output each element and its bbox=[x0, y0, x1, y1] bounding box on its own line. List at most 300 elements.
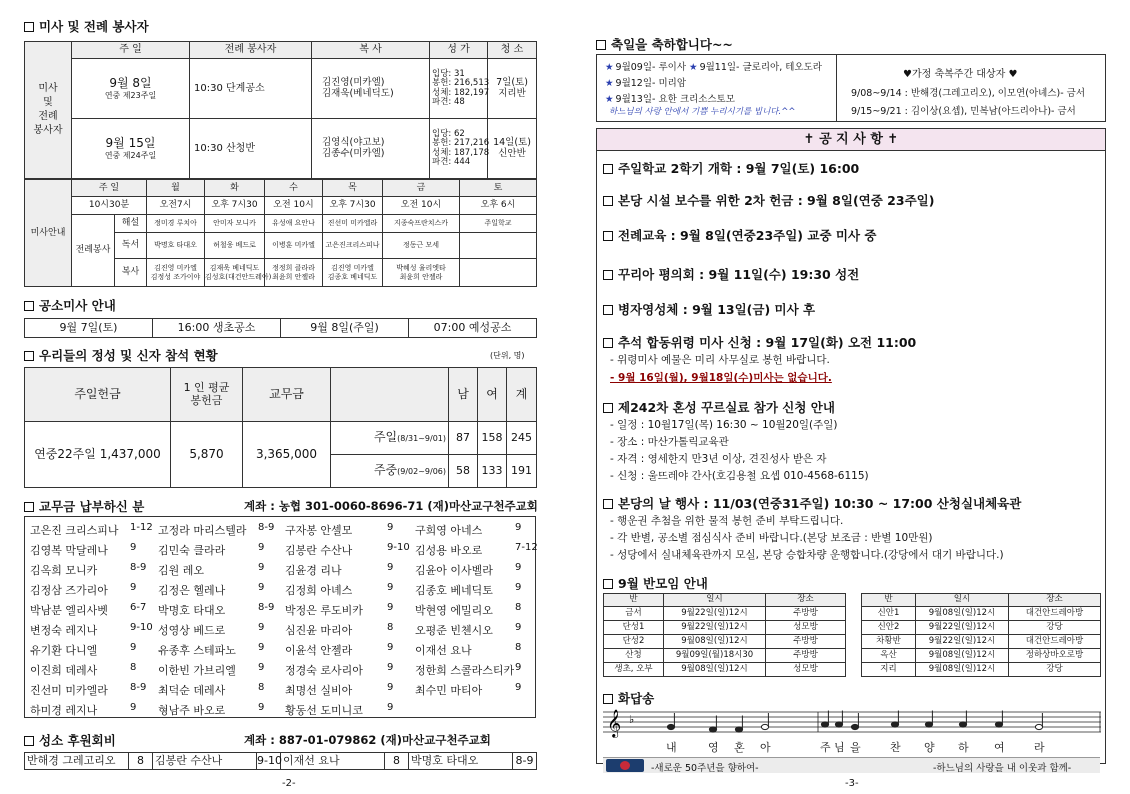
meeting-header: 반 bbox=[604, 594, 664, 607]
support-month: 9-10 bbox=[257, 753, 281, 770]
offering-week: 연중22주일 bbox=[34, 446, 96, 461]
family-item: 9/08~9/14 : 반해경(그레고리오), 이모연(아녜스)- 금서 bbox=[851, 88, 1086, 99]
mass-row-label: 미사 및 전례 봉사자 bbox=[25, 42, 72, 179]
notice-sub: - 자격 : 영세한지 만3년 이상, 견진성사 받은 자 bbox=[610, 453, 827, 465]
notice-sub: - 위령미사 예물은 미리 사무실로 봉헌 바랍니다. bbox=[610, 354, 830, 366]
donor-name: 김윤아 이사벨라 bbox=[415, 564, 493, 577]
hymn-number: 성체: 187,178 bbox=[432, 147, 490, 158]
meeting-time: 9월22일(일)12시 bbox=[916, 621, 1009, 635]
weekday: 화 bbox=[205, 180, 265, 197]
meeting-place: 주방방 bbox=[766, 635, 846, 649]
donor-name: 박현영 에밀리오 bbox=[415, 604, 493, 617]
role-cell-line: 김정성 조가이야 bbox=[150, 272, 201, 281]
meeting-table-left bbox=[603, 593, 846, 677]
support-name: 반해경 그레고리오 bbox=[25, 753, 129, 770]
meeting-place: 강당 bbox=[1009, 663, 1101, 677]
hymn-number: 입당: 31 bbox=[432, 68, 465, 79]
donor-month: 9 bbox=[258, 622, 265, 633]
meeting-place: 대건안드레아방 bbox=[1009, 635, 1101, 649]
donor-name: 김옥희 모니카 bbox=[30, 564, 98, 577]
donor-name: 정한희 스콜라스티카 bbox=[415, 664, 515, 677]
donor-month: 8 bbox=[258, 682, 265, 693]
altar-server: 김영식(야고보) bbox=[322, 136, 385, 148]
meeting-group: 차황반 bbox=[862, 635, 916, 649]
tithe-account: 계좌 : 농협 301-0060-8696-71 (재)마산교구천주교회 bbox=[244, 499, 538, 513]
role-cell: 고은진크리스피나 bbox=[323, 233, 383, 259]
donor-month: 9 bbox=[387, 682, 394, 693]
lyric-syllable: 양 bbox=[924, 741, 935, 754]
donor-month: 9 bbox=[130, 582, 137, 593]
donor-month: 8 bbox=[130, 662, 137, 673]
donor-name: 심진윤 마리아 bbox=[285, 624, 353, 637]
meeting-group: 단성2 bbox=[604, 635, 664, 649]
offering-header-avg: 1 인 평균 봉헌금 bbox=[171, 368, 243, 422]
donor-name: 김원 레오 bbox=[158, 564, 205, 577]
hymn-number: 파견: 48 bbox=[432, 96, 465, 107]
support-table bbox=[24, 752, 537, 770]
role-cell: 이병훈 미카엘 bbox=[265, 233, 323, 259]
page-number-left: -2- bbox=[282, 778, 296, 789]
donor-month: 9-10 bbox=[387, 542, 410, 553]
offering-header: 여 bbox=[478, 368, 507, 422]
donor-name: 김성용 바오로 bbox=[415, 544, 483, 557]
offering-tithe: 3,365,000 bbox=[243, 422, 331, 488]
meeting-place: 정하상바오로방 bbox=[1009, 649, 1101, 663]
donor-month: 9 bbox=[258, 702, 265, 713]
meeting-group: 지리 bbox=[862, 663, 916, 677]
weekday: 금 bbox=[383, 180, 460, 197]
gongso-place: 16:00 생초공소 bbox=[153, 319, 281, 338]
meeting-place: 성모방 bbox=[766, 621, 846, 635]
meeting-time: 9월08일(일)12시 bbox=[916, 649, 1009, 663]
mass-header-day: 주 일 bbox=[72, 42, 190, 59]
mass-header-service: 전례 봉사자 bbox=[190, 42, 312, 59]
meeting-group: 옥산 bbox=[862, 649, 916, 663]
offering-amount: 1,437,000 bbox=[99, 446, 161, 461]
donor-month: 9 bbox=[515, 522, 522, 533]
donor-name: 이재선 요나 bbox=[415, 644, 472, 657]
notice-title: ✝ 공 지 사 항 ✝ bbox=[596, 128, 1106, 151]
lyric-syllable: 아 bbox=[760, 741, 771, 754]
lyric-syllable: 내 bbox=[666, 741, 677, 754]
hymn-lyrics bbox=[603, 739, 1103, 753]
donor-name: 진선미 미카엘라 bbox=[30, 684, 108, 697]
notice-item: 본당의 날 행사 : 11/03(연중31주일) 10:30 ~ 17:00 산청실내체육관 bbox=[603, 494, 1021, 512]
hymn-number: 입당: 62 bbox=[432, 128, 465, 139]
lyric-syllable: 라 bbox=[1034, 741, 1045, 754]
clean-group: 지리반 bbox=[498, 87, 526, 99]
donor-month: 1-12 bbox=[130, 522, 153, 533]
treble-clef-icon: 𝄞 bbox=[607, 709, 622, 737]
meeting-place: 대건안드레아방 bbox=[1009, 607, 1101, 621]
bday-section-title: 축일을 축하합니다~~ bbox=[596, 35, 733, 53]
bday-item: 9월11일- 글로리아, 테오도라 bbox=[699, 62, 822, 73]
donor-month: 9 bbox=[515, 582, 522, 593]
donor-name: 이진희 데레사 bbox=[30, 664, 98, 677]
meeting-time: 9월09일(월)18시30 bbox=[664, 649, 766, 663]
support-section-title: 성소 후원회비 bbox=[24, 731, 116, 749]
mass-day-sub: 연중 제23주일 bbox=[104, 90, 157, 100]
role-label: 해설 bbox=[115, 215, 147, 233]
support-name: 박명호 타대오 bbox=[409, 753, 513, 770]
altar-server: 김진영(미카엘) bbox=[322, 76, 385, 88]
music-note bbox=[995, 722, 1002, 727]
role-cell bbox=[460, 233, 537, 259]
meeting-group: 신안1 bbox=[862, 607, 916, 621]
donor-month: 9 bbox=[515, 562, 522, 573]
bday-list bbox=[597, 55, 837, 121]
meeting-time: 9월08일(일)12시 bbox=[664, 635, 766, 649]
meeting-time: 9월08일(일)12시 bbox=[664, 663, 766, 677]
donor-list bbox=[24, 516, 536, 718]
donor-name: 박정은 루도비카 bbox=[285, 604, 363, 617]
meeting-header: 반 bbox=[862, 594, 916, 607]
music-note bbox=[821, 722, 828, 727]
donor-month: 9 bbox=[258, 542, 265, 553]
offering-section-title: 우리들의 정성 및 신자 참석 현황 bbox=[24, 346, 218, 364]
bday-box bbox=[596, 54, 1106, 122]
meeting-header: 장소 bbox=[1009, 594, 1101, 607]
offering-header: 남 bbox=[449, 368, 478, 422]
mass-row bbox=[25, 59, 537, 119]
meeting-time: 9월22일(일)12시 bbox=[664, 621, 766, 635]
notice-sub: - 행운권 추첨을 위한 물적 봉헌 준비 부탁드립니다. bbox=[610, 515, 844, 527]
support-month: 8-9 bbox=[513, 753, 537, 770]
mass-time: 오후 7시30 bbox=[323, 197, 383, 215]
donor-month: 9 bbox=[258, 582, 265, 593]
mass-row bbox=[25, 119, 537, 179]
lyric-syllable: 을 bbox=[850, 741, 861, 754]
notice-item: 추석 합동위령 미사 신청 : 9월 17일(화) 오전 11:00 bbox=[603, 333, 916, 351]
donor-name: 구자봉 안셀모 bbox=[285, 524, 353, 537]
mass-header-altar: 복 사 bbox=[312, 42, 430, 59]
mass-day: 9월 8일 bbox=[109, 76, 152, 90]
mass-header-hymn: 성 가 bbox=[430, 42, 488, 59]
donor-month: 9 bbox=[515, 662, 522, 673]
weekday: 목 bbox=[323, 180, 383, 197]
donor-month: 8-9 bbox=[130, 682, 147, 693]
notice-item: 꾸리아 평의회 : 9월 11일(수) 19:30 성전 bbox=[603, 265, 859, 283]
bday-item: 9월13일- 요한 크리소스토모 bbox=[615, 94, 735, 105]
gongso-section-title: 공소미사 안내 bbox=[24, 296, 116, 314]
role-cell-line: 최윤희 안젤라 bbox=[399, 272, 443, 281]
role-label: 독서 bbox=[115, 233, 147, 259]
donor-name: 이한빈 가브리엘 bbox=[158, 664, 236, 677]
donor-month: 9 bbox=[258, 642, 265, 653]
donor-name: 구희영 아네스 bbox=[415, 524, 483, 537]
music-note bbox=[761, 724, 768, 729]
role-cell-line: 김진영 미카엘 bbox=[154, 264, 197, 273]
offering-header: 계 bbox=[507, 368, 537, 422]
role-cell: 박명호 타대오 bbox=[147, 233, 205, 259]
footer-left-text: -새로운 50주년을 향하여- bbox=[651, 763, 759, 774]
attend-female: 158 bbox=[478, 422, 507, 455]
music-note bbox=[709, 727, 716, 732]
meeting-group: 단성1 bbox=[604, 621, 664, 635]
attend-label: 주중(9/02~9/06) bbox=[331, 455, 449, 488]
music-note bbox=[735, 727, 742, 732]
footer-right-text: -하느님의 사랑을 내 이웃과 함께- bbox=[933, 763, 1072, 774]
mass-time: 오전 10시 bbox=[265, 197, 323, 215]
bday-item: 9월09일- 루이사 bbox=[615, 62, 686, 73]
donor-row bbox=[25, 698, 535, 720]
lyric-syllable: 여 bbox=[994, 741, 1005, 754]
donor-month: 9 bbox=[387, 702, 394, 713]
role-cell-line: 최윤희 안젤라 bbox=[272, 272, 315, 281]
donor-month: 9 bbox=[130, 542, 137, 553]
meeting-time: 9월08일(일)12시 bbox=[916, 607, 1009, 621]
donor-name: 변정숙 레지나 bbox=[30, 624, 98, 637]
role-cell-line: 정정희 클라라 bbox=[272, 264, 315, 273]
notice-item: 본당 시설 보수를 위한 2차 헌금 : 9월 8일(연중 23주일) bbox=[603, 191, 934, 209]
weekday: 토 bbox=[460, 180, 537, 197]
music-note bbox=[959, 722, 966, 727]
meeting-group: 산청 bbox=[604, 649, 664, 663]
donor-month: 9 bbox=[387, 602, 394, 613]
meeting-place: 성모방 bbox=[766, 663, 846, 677]
gongso-date: 9월 8일(주일) bbox=[281, 319, 409, 338]
donor-month: 8 bbox=[515, 642, 522, 653]
star-icon: ★ bbox=[605, 94, 614, 105]
mass-table bbox=[24, 41, 537, 179]
donor-name: 유기환 다니엘 bbox=[30, 644, 98, 657]
role-cell-line: 박혜성 율리엣타 bbox=[396, 264, 446, 273]
attend-total: 191 bbox=[507, 455, 537, 488]
meeting-header: 일시 bbox=[916, 594, 1009, 607]
hymn-number: 성체: 182,197 bbox=[432, 87, 490, 98]
mass-time: 오후 6시 bbox=[460, 197, 537, 215]
music-note bbox=[835, 722, 842, 727]
donor-month: 8 bbox=[387, 622, 394, 633]
donor-name: 고은진 크리스피나 bbox=[30, 524, 119, 537]
footer-bar bbox=[603, 757, 1100, 773]
mass-time: 오전 10시 bbox=[383, 197, 460, 215]
flat-icon: ♭ bbox=[629, 713, 635, 726]
notice-item: 제242차 혼성 꾸르실료 참가 신청 안내 bbox=[603, 398, 835, 416]
attend-male: 58 bbox=[449, 455, 478, 488]
hymn-number: 봉헌: 216,513 bbox=[432, 78, 490, 89]
offering-header: 주일헌금 bbox=[25, 368, 171, 422]
gongso-place: 07:00 예성공소 bbox=[409, 319, 537, 338]
role-cell bbox=[265, 259, 323, 287]
support-name: 김봉란 수산나 bbox=[153, 753, 257, 770]
donor-name: 최수민 마티아 bbox=[415, 684, 483, 697]
donor-name: 박남분 엘리사벳 bbox=[30, 604, 108, 617]
bday-message: 하느님의 사랑 안에서 기쁨 누리시기를 빕니다.^^ bbox=[609, 107, 796, 117]
offering-unit: (단위, 명) bbox=[490, 351, 525, 360]
donor-month: 9 bbox=[130, 642, 137, 653]
meeting-time: 9월22일(일)12시 bbox=[916, 635, 1009, 649]
hymn-section-title: 화답송 bbox=[603, 689, 654, 707]
donor-name: 정경숙 로사리아 bbox=[285, 664, 363, 677]
donor-name: 이윤석 안젤라 bbox=[285, 644, 353, 657]
donor-month: 6-7 bbox=[130, 602, 147, 613]
donor-month: 9 bbox=[387, 662, 394, 673]
offering-table bbox=[24, 367, 537, 488]
lyric-syllable: 영 bbox=[708, 741, 719, 754]
role-cell-line: 김진영 미카엘 bbox=[331, 264, 374, 273]
clean-date: 14일(토) bbox=[493, 136, 531, 148]
meeting-section-title: 9월 반모임 안내 bbox=[603, 574, 708, 592]
star-icon: ★ bbox=[605, 62, 614, 73]
donor-month: 9 bbox=[258, 562, 265, 573]
hymn-number: 봉헌: 217,216 bbox=[432, 138, 490, 149]
donor-name: 김영복 막달레나 bbox=[30, 544, 108, 557]
week-table bbox=[24, 179, 537, 287]
music-note bbox=[925, 722, 932, 727]
notice-sub: - 성당에서 실내체육관까지 모실, 본당 승합차량 운행합니다.(강당에서 대기 바랍니다.) bbox=[610, 549, 1004, 561]
lyric-syllable: 찬 bbox=[890, 741, 901, 754]
role-cell-line: 김성호(대건안드레아) bbox=[205, 272, 272, 281]
donor-name: 박명호 타대오 bbox=[158, 604, 226, 617]
mass-time: 오후 7시30 bbox=[205, 197, 265, 215]
support-name: 이재선 요나 bbox=[281, 753, 385, 770]
clean-date: 7일(토) bbox=[496, 76, 528, 88]
week-row-label: 미사안내 bbox=[25, 180, 72, 287]
mass-time: 10시30분 bbox=[72, 197, 147, 215]
donor-month: 8-9 bbox=[258, 602, 275, 613]
meeting-place: 강당 bbox=[1009, 621, 1101, 635]
offering-header-blank bbox=[331, 368, 449, 422]
meeting-time: 9월08일(일)12시 bbox=[916, 663, 1009, 677]
star-icon: ★ bbox=[689, 62, 698, 73]
donor-name: 최덕순 데레사 bbox=[158, 684, 226, 697]
role-cell: 유성애 요안나 bbox=[265, 215, 323, 233]
donor-name: 오평준 빈첸시오 bbox=[415, 624, 493, 637]
family-title: ♥가정 축복주간 대상자 ♥ bbox=[903, 69, 1018, 80]
family-item: 9/15~9/21 : 김이상(요셉), 민복남(아드리아나)- 금서 bbox=[851, 106, 1076, 117]
notice-item: 병자영성체 : 9월 13일(금) 미사 후 bbox=[603, 300, 815, 318]
donor-month: 9 bbox=[387, 642, 394, 653]
donor-name: 고정라 마리스텔라 bbox=[158, 524, 247, 537]
logo-mark bbox=[620, 761, 630, 770]
notice-sub: - 장소 : 마산가톨릭교육관 bbox=[610, 436, 729, 448]
clean-group: 신안반 bbox=[498, 147, 526, 159]
mass-day-sub: 연중 제24주일 bbox=[104, 150, 157, 160]
meeting-group: 신안2 bbox=[862, 621, 916, 635]
donor-month: 8-9 bbox=[130, 562, 147, 573]
music-note bbox=[667, 724, 674, 729]
donor-name: 최명선 실비아 bbox=[285, 684, 353, 697]
role-cell: 안미자 모니카 bbox=[205, 215, 265, 233]
hymn-number: 파견: 444 bbox=[432, 156, 471, 167]
attend-male: 87 bbox=[449, 422, 478, 455]
role-cell: 주일학교 bbox=[460, 215, 537, 233]
role-cell: 허철웅 베드로 bbox=[205, 233, 265, 259]
notice-item: 전례교육 : 9월 8일(연중23주일) 교중 미사 중 bbox=[603, 226, 876, 244]
attend-range: (8/31~9/01) bbox=[397, 434, 446, 444]
offering-header: 교무금 bbox=[243, 368, 331, 422]
meeting-header: 일시 bbox=[664, 594, 766, 607]
altar-server: 김종수(미카엘) bbox=[322, 147, 385, 159]
notice-sub: - 각 반별, 공소별 점심식사 준비 바랍니다.(본당 보조금 : 반별 10만원) bbox=[610, 532, 933, 544]
donor-name: 김정은 헬레나 bbox=[158, 584, 226, 597]
weekday: 월 bbox=[147, 180, 205, 197]
gongso-date: 9월 7일(토) bbox=[25, 319, 153, 338]
lyric-syllable: 님 bbox=[834, 741, 845, 754]
donor-name: 김종호 베네딕토 bbox=[415, 584, 493, 597]
meeting-place: 주방방 bbox=[766, 607, 846, 621]
donor-month: 7-12 bbox=[515, 542, 538, 553]
role-cell: 지종숙프란치스카 bbox=[383, 215, 460, 233]
role-cell bbox=[147, 259, 205, 287]
role-label: 복사 bbox=[115, 259, 147, 287]
music-note bbox=[1035, 724, 1042, 729]
weekday: 수 bbox=[265, 180, 323, 197]
role-cell: 진선미 미카엘라 bbox=[323, 215, 383, 233]
donor-month: 9 bbox=[387, 562, 394, 573]
donor-month: 9 bbox=[387, 522, 394, 533]
donor-name: 성영상 베드로 bbox=[158, 624, 226, 637]
music-note bbox=[851, 724, 858, 729]
lyric-syllable: 혼 bbox=[734, 741, 745, 754]
gongso-table bbox=[24, 318, 537, 338]
meeting-group: 금서 bbox=[604, 607, 664, 621]
offering-avg: 5,870 bbox=[171, 422, 243, 488]
donor-name: 형남주 바오로 bbox=[158, 704, 226, 717]
liturgy-label: 전례봉사 bbox=[72, 215, 115, 287]
donor-month: 9 bbox=[515, 682, 522, 693]
offering-week-amount bbox=[25, 422, 171, 488]
meeting-place: 주방방 bbox=[766, 649, 846, 663]
donor-name: 황동선 도미니코 bbox=[285, 704, 363, 717]
logo-icon bbox=[606, 759, 644, 772]
notice-sub: - 신청 : 울뜨레야 간사(호김용철 요셉 010-4568-6115) bbox=[610, 470, 869, 482]
lyric-syllable: 주 bbox=[820, 741, 831, 754]
donor-month: 9 bbox=[130, 702, 137, 713]
attend-range: (9/02~9/06) bbox=[397, 467, 446, 477]
donor-month: 9 bbox=[387, 582, 394, 593]
attend-female: 133 bbox=[478, 455, 507, 488]
bday-item: 9월12일- 미리암 bbox=[615, 78, 686, 89]
role-cell-line: 김종호 베네딕도 bbox=[327, 272, 378, 281]
donor-name: 김정삼 즈가리아 bbox=[30, 584, 108, 597]
notice-item: 주일학교 2학기 개학 : 9월 7일(토) 16:00 bbox=[603, 159, 859, 177]
role-cell bbox=[205, 259, 272, 287]
weekday: 주 일 bbox=[72, 180, 147, 197]
attend-label: 주일(8/31~9/01) bbox=[331, 422, 449, 455]
mass-header-clean: 청 소 bbox=[488, 42, 537, 59]
donor-name: 하미경 레지나 bbox=[30, 704, 98, 717]
role-cell: 정동근 모세 bbox=[383, 233, 460, 259]
support-account: 계좌 : 887-01-079862 (재)마산교구천주교회 bbox=[244, 733, 491, 747]
notice-sub: - 일정 : 10월17일(목) 16:30 ~ 10월20일(주일) bbox=[610, 419, 838, 431]
mass-service: 10:30 산청반 bbox=[190, 119, 312, 179]
role-cell-line: 김재욱 베네딕도 bbox=[209, 264, 260, 273]
notice-sub-highlight: - 9월 16일(월), 9월18일(수)미사는 없습니다. bbox=[610, 372, 832, 384]
support-month: 8 bbox=[129, 753, 153, 770]
mass-time: 오전7시 bbox=[147, 197, 205, 215]
altar-server: 김재욱(베네딕도) bbox=[322, 87, 394, 99]
tithe-section-title: 교무금 납부하신 분 bbox=[24, 497, 144, 515]
role-cell bbox=[460, 259, 537, 287]
mass-service: 10:30 단계공소 bbox=[190, 59, 312, 119]
donor-month: 8-9 bbox=[258, 522, 275, 533]
attend-total: 245 bbox=[507, 422, 537, 455]
donor-name: 유종후 스테파노 bbox=[158, 644, 236, 657]
music-note bbox=[891, 722, 898, 727]
role-cell bbox=[383, 259, 460, 287]
donor-month: 9 bbox=[258, 662, 265, 673]
meeting-time: 9월22일(일)12시 bbox=[664, 607, 766, 621]
mass-section-title: 미사 및 전례 봉사자 bbox=[24, 17, 149, 35]
page-number-right: -3- bbox=[845, 778, 859, 789]
donor-name: 김민숙 클라라 bbox=[158, 544, 226, 557]
role-cell bbox=[323, 259, 383, 287]
donor-name: 김정희 아녜스 bbox=[285, 584, 353, 597]
support-month: 8 bbox=[385, 753, 409, 770]
lyric-syllable: 하 bbox=[958, 741, 969, 754]
